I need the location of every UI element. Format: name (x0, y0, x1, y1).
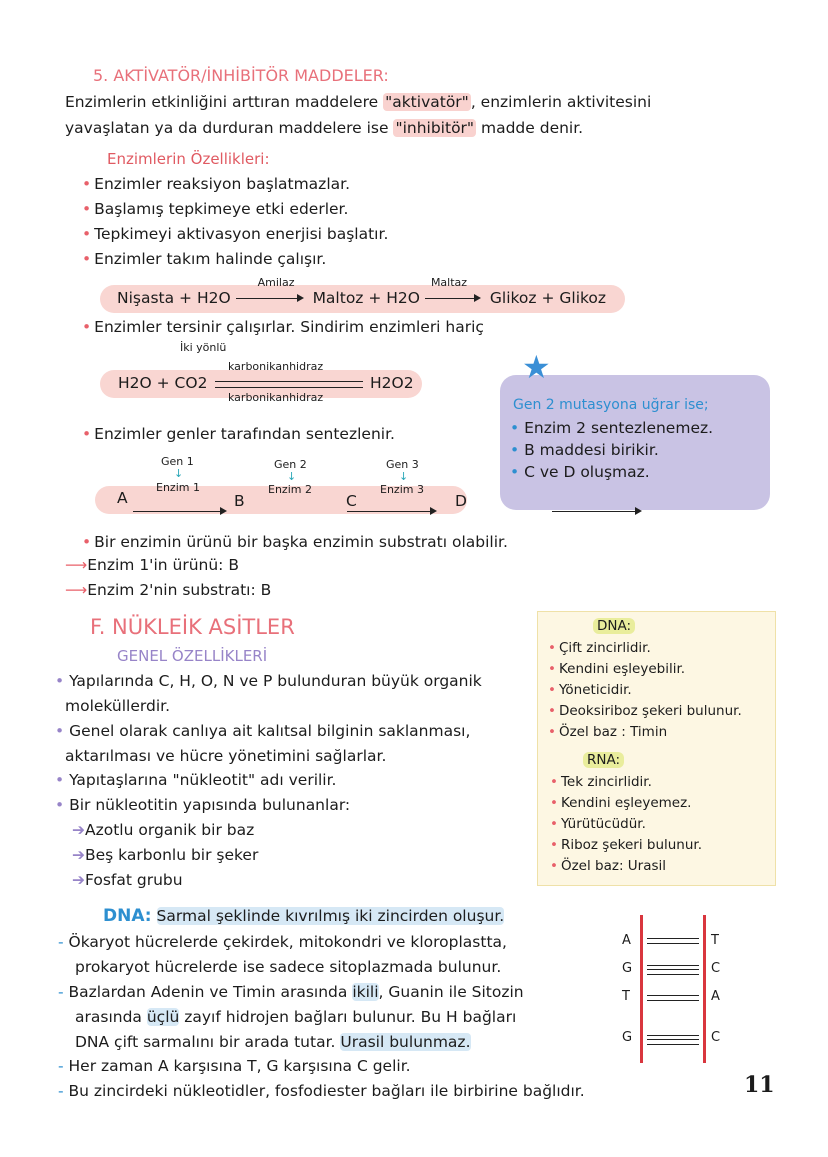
rna-item (550, 774, 652, 790)
term-inhibitor: "inhibitör" (395, 119, 475, 137)
text (583, 752, 624, 768)
text: • (550, 774, 558, 790)
text: • (510, 419, 525, 437)
text: Fosfat grubu (85, 871, 183, 889)
bullet (82, 533, 508, 551)
section-title: 5. AKTİVATÖR/İNHİBİTÖR MADDELER: (93, 66, 389, 85)
text: G (622, 961, 633, 976)
text: Özel baz : Timin (558, 724, 668, 740)
text: • (510, 463, 525, 481)
text: Çift zincirlidir. (558, 640, 651, 656)
text: DNA: (103, 906, 152, 926)
dna-item (548, 661, 685, 677)
text: A (711, 989, 720, 1004)
text: Beş karbonlu bir şeker (85, 846, 259, 864)
text: Azotlu organik bir baz (85, 821, 255, 839)
text: • (55, 796, 70, 814)
rna-item (550, 795, 691, 811)
dna-title: DNA: (593, 618, 635, 634)
text: • (55, 722, 70, 740)
text: G (622, 1030, 633, 1045)
text: Urasil bulunmaz. (340, 1033, 471, 1051)
enzyme-label: Enzim 1 (156, 481, 200, 494)
double-bond (647, 995, 699, 1001)
text: Yapıtaşlarına "nükleotit" adı verilir. (69, 771, 337, 789)
bullet-continuation: moleküllerdir. (65, 697, 171, 715)
paragraph-line (65, 119, 583, 137)
text: Deoksiriboz şekeri bulunur. (558, 703, 742, 719)
bullet (82, 200, 348, 218)
text: - (58, 1082, 69, 1100)
bullet-text: Enzimler genler tarafından sentezlenir. (94, 425, 395, 443)
text: C (711, 961, 721, 976)
text: Kendini eşleyemez. (560, 795, 692, 811)
note-item (510, 419, 713, 437)
enzyme-label: Amilaz (257, 276, 295, 289)
equation-digestion (117, 276, 607, 307)
text: • (550, 837, 558, 853)
note-item (510, 441, 659, 459)
bullet (82, 175, 350, 193)
text: Yöneticidir. (558, 682, 632, 698)
bullet-text: Başlamış tepkimeye etki ederler. (94, 200, 349, 218)
bullet-continuation: aktarılması ve hücre yönetimini sağlarlar. (65, 747, 387, 765)
arrow-icon: ⟶ (65, 556, 88, 574)
bullet (55, 771, 336, 789)
text: , enzimlerin aktivitesini (470, 93, 652, 111)
text: Her zaman A karşısına T, G karşısına C gelir. (68, 1057, 411, 1075)
dash-item (58, 1057, 411, 1075)
down-arrow-icon: ↓ (174, 467, 184, 480)
equilibrium-arrow-icon (215, 381, 363, 388)
dash-continuation (75, 1008, 516, 1026)
text: Bu zincirdeki nükleotidler, fosfodiester bağları ile birbirine bağlıdır. (68, 1082, 585, 1100)
text: madde denir. (476, 119, 584, 137)
triple-bond (647, 965, 699, 975)
text: A (622, 933, 631, 948)
products: Glikoz + Glikoz (489, 289, 607, 307)
bidirectional-note: İki yönlü (180, 341, 227, 354)
text: Sarmal şeklinde kıvrılmış iki zincirden oluşur. (156, 907, 505, 925)
bullet-text: Enzimler reaksiyon başlatmazlar. (94, 175, 350, 193)
text (236, 276, 308, 307)
text: , Guanin ile Sitozin (378, 983, 524, 1001)
dash-item (58, 933, 507, 951)
enzyme-label: Enzim 2 (268, 483, 312, 496)
text: Özel baz: Urasil (560, 858, 667, 874)
text (703, 915, 706, 1063)
text: yavaşlatan ya da durduran maddelere ise (65, 119, 394, 137)
arrow-item (65, 556, 239, 574)
text: T (711, 933, 719, 948)
text: arasında (75, 1008, 147, 1026)
bullet (82, 250, 326, 268)
bullet (82, 318, 484, 336)
intermediate: Maltoz + H2O (312, 289, 420, 307)
part-item (72, 871, 183, 889)
arrow-icon (133, 511, 225, 512)
text: • (82, 175, 92, 193)
bullet (55, 796, 350, 814)
text: Enzim 2 sentezlenemez. (524, 419, 714, 437)
reactants: Nişasta + H2O (117, 289, 231, 307)
text: • (550, 858, 558, 874)
pathway-node: D (455, 492, 467, 510)
dna-ladder-diagram (610, 915, 730, 1065)
arrow-icon: ➔ (72, 846, 85, 864)
text: • (548, 703, 556, 719)
bullet (55, 722, 470, 740)
enzyme-label: Enzim 3 (380, 483, 424, 496)
text: zayıf hidrojen bağları bulunur. Bu H bağları (179, 1008, 517, 1026)
text: Kendini eşleyebilir. (558, 661, 686, 677)
bullet (55, 672, 482, 690)
dna-item (548, 682, 632, 698)
arrow-item (65, 581, 271, 599)
text: C ve D oluşmaz. (524, 463, 650, 481)
text: • (82, 318, 92, 336)
text: Genel olarak canlıya ait kalıtsal bilginin saklanması, (69, 722, 471, 740)
dash-continuation: prokaryot hücrelerde ise sadece sitoplazmada bulunur. (75, 958, 502, 976)
text: Tek zincirlidir. (560, 774, 652, 790)
dna-item (548, 640, 651, 656)
enzyme-label: karbonikanhidraz (228, 391, 324, 404)
text: C (711, 1030, 721, 1045)
arrow-icon (236, 298, 302, 299)
text: - (58, 1057, 69, 1075)
note-title: Gen 2 mutasyona uğrar ise; (513, 397, 709, 413)
gene-label: Gen 1 (161, 455, 194, 468)
text: • (548, 724, 556, 740)
text: B maddesi birikir. (524, 441, 659, 459)
dash-item (58, 983, 524, 1001)
gene-label: Gen 2 (274, 458, 307, 471)
rna-item (550, 816, 646, 832)
section-title: F. NÜKLEİK ASİTLER (90, 615, 295, 639)
bullet (82, 425, 395, 443)
text: • (510, 441, 525, 459)
text: Enzim 1'in ürünü: B (87, 556, 239, 574)
dna-item (548, 724, 667, 740)
pathway-node: B (234, 492, 245, 510)
text (425, 276, 485, 307)
text: Bir nükleotitin yapısında bulunanlar: (69, 796, 351, 814)
text: T (622, 989, 630, 1004)
gene-label: Gen 3 (386, 458, 419, 471)
bullet-text: Tepkimeyi aktivasyon enerjisi başlatır. (94, 225, 389, 243)
text: • (548, 682, 556, 698)
down-arrow-icon: ↓ (287, 470, 297, 483)
text: DNA çift sarmalını bir arada tutar. (75, 1033, 341, 1051)
text: • (550, 795, 558, 811)
note-box (500, 375, 770, 510)
arrow-icon (425, 298, 479, 299)
text: • (82, 200, 92, 218)
down-arrow-icon: ↓ (399, 470, 409, 483)
arrow-icon (347, 511, 435, 512)
part-item (72, 821, 254, 839)
text: • (82, 225, 92, 243)
text: Enzimlerin etkinliğini arttıran maddelere (65, 93, 384, 111)
text: - (58, 983, 69, 1001)
text: • (82, 425, 92, 443)
paragraph-line (65, 93, 651, 111)
arrow-icon: ➔ (72, 821, 85, 839)
double-bond (647, 938, 699, 944)
dna-item (548, 703, 742, 719)
note-item (510, 463, 650, 481)
reactants: H2O + CO2 (118, 374, 208, 392)
bullet-text: Enzimler takım halinde çalışır. (94, 250, 327, 268)
text: • (550, 816, 558, 832)
text: Ökaryot hücrelerde çekirdek, mitokondri ve kloroplastta, (68, 933, 507, 951)
page-number: 11 (744, 1072, 775, 1098)
rna-item (550, 837, 702, 853)
dash-continuation (75, 1033, 471, 1051)
text: Yapılarında C, H, O, N ve P bulunduran büyük organik (69, 672, 482, 690)
text: ikili (352, 983, 379, 1001)
text: • (82, 250, 92, 268)
text: • (82, 533, 92, 551)
dna-definition (103, 906, 504, 926)
arrow-icon: ➔ (72, 871, 85, 889)
bullet (82, 225, 388, 243)
text: üçlü (146, 1008, 180, 1026)
text: • (548, 661, 556, 677)
enzyme-label: karbonikanhidraz (228, 360, 324, 373)
bullet-text: Bir enzimin ürünü bir başka enzimin substratı olabilir. (94, 533, 508, 551)
dash-item (58, 1082, 585, 1100)
pathway-node: A (117, 489, 128, 507)
subtitle: Enzimlerin Özellikleri: (107, 150, 270, 168)
term-activator: "aktivatör" (385, 93, 469, 111)
star-icon: ★ (522, 348, 551, 386)
subtitle: GENEL ÖZELLİKLERİ (117, 647, 268, 665)
arrow-icon: ⟶ (65, 581, 88, 599)
text (640, 915, 643, 1063)
text: - (58, 933, 69, 951)
rna-item (550, 858, 666, 874)
text: Bazlardan Adenin ve Timin arasında (68, 983, 353, 1001)
pathway-node: C (346, 492, 357, 510)
bullet-text: Enzimler tersinir çalışırlar. Sindirim enzimleri hariç (94, 318, 484, 336)
arrow-icon (552, 511, 640, 512)
text: • (55, 672, 70, 690)
enzyme-label: Maltaz (430, 276, 468, 289)
text: Yürütücüdür. (560, 816, 646, 832)
part-item (72, 846, 258, 864)
triple-bond (647, 1035, 699, 1045)
text: Enzim 2'nin substratı: B (87, 581, 272, 599)
text: • (548, 640, 556, 656)
dna-rna-box (537, 611, 776, 886)
text: • (55, 771, 70, 789)
product: H2O2 (370, 374, 414, 392)
rna-title: RNA: (583, 752, 624, 768)
text (593, 618, 635, 634)
text: Riboz şekeri bulunur. (560, 837, 703, 853)
